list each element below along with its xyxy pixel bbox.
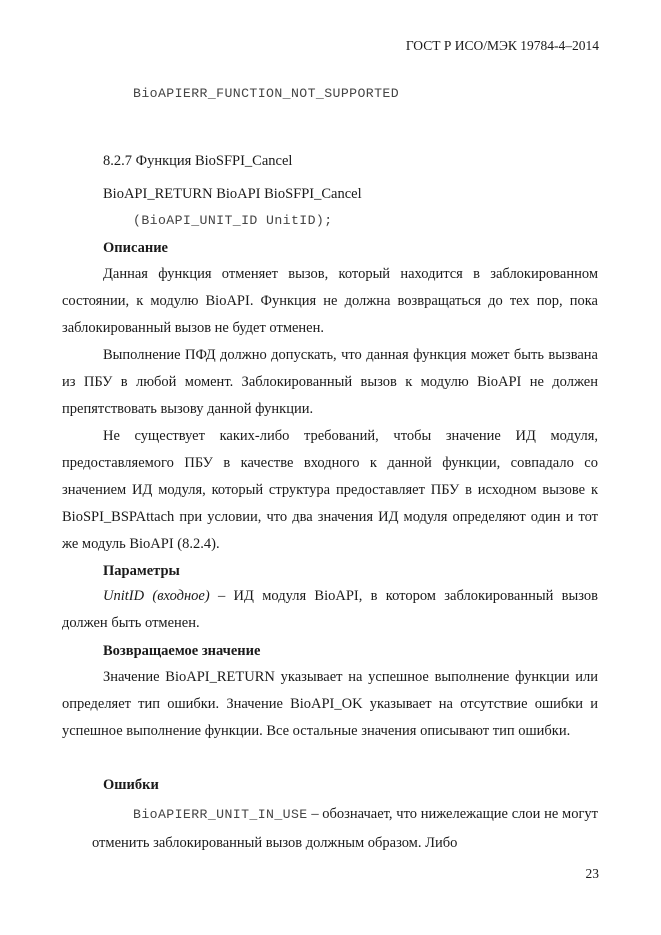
return-value-paragraph: Значение BioAPI_RETURN указывает на успешное выполнение функции или определяет тип ошибки. Значение BioAPI_OK указывает на отсутствие ошибки и успешное выполнение функции. Все остальные значения описывают тип ошибки. xyxy=(62,669,598,739)
error-description: – обозначает, что нижележащие слои не могут отменить заблокированный вызов должным образом. Либо xyxy=(92,806,598,851)
top-error-code: BioAPIERR_FUNCTION_NOT_SUPPORTED xyxy=(133,86,400,101)
description-heading: Описание xyxy=(103,240,168,256)
section-title: 8.2.7 Функция BioSFPI_Cancel xyxy=(103,153,293,169)
return-value-heading: Возвращаемое значение xyxy=(103,643,261,659)
function-signature: BioAPI_RETURN BioAPI BioSFPI_Cancel xyxy=(103,186,362,202)
function-signature-args: (BioAPI_UNIT_ID UnitID); xyxy=(133,213,333,228)
errors-heading: Ошибки xyxy=(103,777,159,793)
description-paragraph-2: Выполнение ПФД должно допускать, что данная функция может быть вызвана из ПБУ в любой момент. Заблокированный вызов к модулю BioAPI не должен препятствовать вызову данной функции. xyxy=(62,347,598,417)
error-code: BioAPIERR_UNIT_IN_USE xyxy=(133,807,308,822)
parameter-unitid xyxy=(62,583,598,637)
doc-id: ГОСТ Р ИСО/МЭК 19784-4–2014 xyxy=(405,38,599,53)
document-header xyxy=(406,38,599,54)
parameter-name: UnitID (входное) xyxy=(103,588,210,604)
page-number: 23 xyxy=(585,866,599,881)
description-paragraph-1: Данная функция отменяет вызов, который находится в заблокированном состоянии, к модулю BioAPI. Функция не должна возвращаться до тех пор, пока заблокированный вызов не будет отменен. xyxy=(62,266,598,336)
parameter-description: – ИД модуля BioAPI, в котором заблокированный вызов должен быть отменен. xyxy=(62,588,598,631)
parameters-heading: Параметры xyxy=(103,563,180,579)
error-unit-in-use xyxy=(92,800,598,858)
description-paragraph-3: Не существует каких-либо требований, чтобы значение ИД модуля, предоставляемого ПБУ в качестве входного к данной функции, совпадало со значением ИД модуля, который структура предоставляет ПБУ в исходном вызове к BioSPI_BSPAttach при условии, что два значения ИД модуля определяют один и тот же модуль BioAPI (8.2.4). xyxy=(62,428,598,552)
